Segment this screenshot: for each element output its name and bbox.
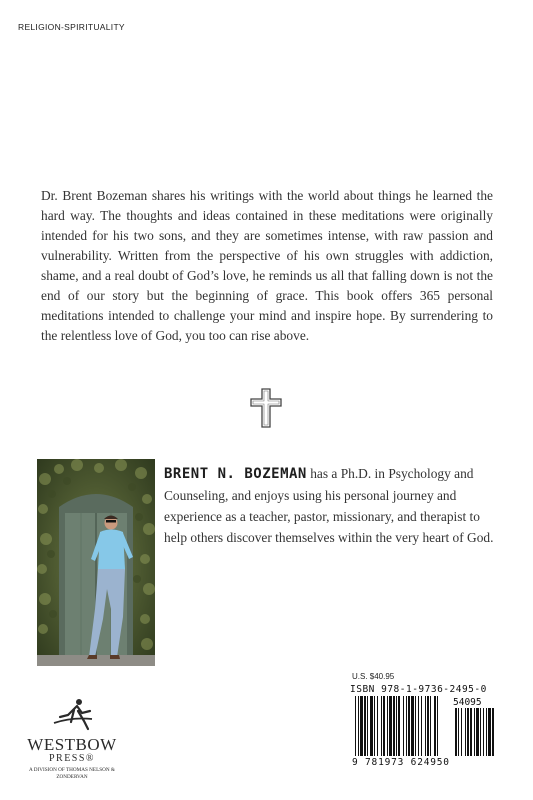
book-description: Dr. Brent Bozeman shares his writings with the world about things he learned the hard way. The thoughts and ideas contained in these meditations were originally intended for his two sons, and they are sometimes intense, with raw passion and vulnerability. Written from the perspective of his own struggles with addiction, shame, and a real doubt of God’s love, he reminds us all that falling down is not the end of our story but the beginning of grace. This book offers 365 personal meditations intended to challenge your mind and inspire hope. By surrendering to the relentless love of God, you too can rise above.	[41, 188, 493, 343]
author-bio	[164, 463, 500, 548]
publisher-logo	[16, 695, 128, 787]
author-bio-text: has a Ph.D. in Psychology and Counseling, and enjoys using his personal journey and experience as a teacher, pastor, missionary, and therapist to help others discover themselves within the very heart of God.	[164, 466, 494, 545]
price-label: U.S. $40.95	[352, 672, 395, 681]
category-label: RELIGION-SPIRITUALITY	[18, 22, 125, 32]
author-photo	[37, 459, 155, 666]
author-name: BRENT N. BOZEMAN	[164, 466, 307, 482]
isbn-text: ISBN 978-1-9736-2495-0	[350, 684, 487, 695]
cross-icon	[249, 387, 283, 429]
barcode-ean-number: 9 781973 624950	[352, 757, 450, 768]
publisher-name: WESTBOW	[27, 735, 117, 754]
publisher-press: PRESS®	[48, 753, 96, 764]
running-figure-icon	[16, 695, 128, 735]
publisher-division: A DIVISION OF THOMAS NELSON & ZONDERVAN	[29, 767, 115, 780]
barcode	[355, 696, 527, 758]
barcode-addon-number: 54095	[453, 697, 482, 708]
